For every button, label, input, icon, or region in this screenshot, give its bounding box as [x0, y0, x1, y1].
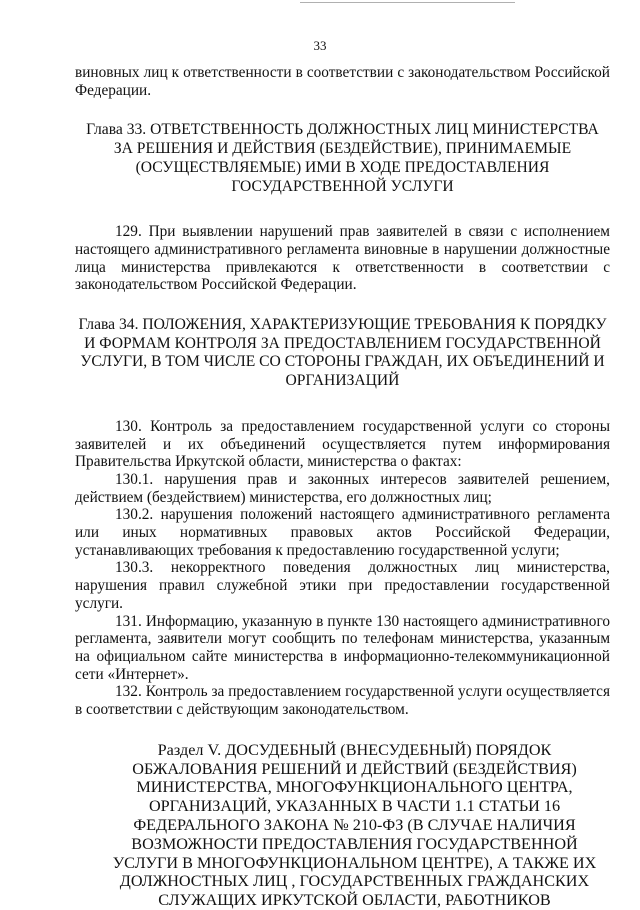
section-5-heading: Раздел V. ДОСУДЕБНЫЙ (ВНЕСУДЕБНЫЙ) ПОРЯДОК ОБЖАЛОВАНИЯ РЕШЕНИЙ И ДЕЙСТВИЙ (БЕЗДЕЙСТВИЯ) МИНИСТЕРСТВА, МНОГОФУНКЦИОНАЛЬНОГО ЦЕНТРА, ОРГАНИЗАЦИЙ, УКАЗАННЫХ В ЧАСТИ 1.1 СТАТЬИ 16 ФЕДЕРАЛЬНОГО ЗАКОНА № 210-ФЗ (В СЛУЧАЕ НАЛИЧИЯ ВОЗМОЖНОСТИ ПРЕДОСТАВЛЕНИЯ ГОСУДАРСТВЕННОЙ УСЛУГИ В МНОГОФУНКЦИОНАЛЬНОМ ЦЕНТРЕ), А ТАКЖЕ ИХ ДОЛЖНОСТНЫХ ЛИЦ , ГОСУДАРСТВЕННЫХ ГРАЖДАНСКИХ СЛУЖАЩИХ ИРКУТСКОЙ ОБЛАСТИ, РАБОТНИКОВ — [112, 740, 597, 910]
paragraph-131: 131. Информацию, указанную в пункте 130 настоящего административного регламента, заявители могут сообщить по телефонам министерства, указанным на официальном сайте министерства в информационно-телекоммуникационной сети «Интернет». — [75, 612, 610, 683]
paragraph-129: 129. При выявлении нарушений прав заявителей в связи с исполнением настоящего административного регламента виновные в нарушении должностные лица министерства привлекаются к ответственности в соответствии с законодательством Российской Федерации. — [75, 223, 610, 294]
chapter-33-heading: Глава 33. ОТВЕТСТВЕННОСТЬ ДОЛЖНОСТНЫХ ЛИЦ МИНИСТЕРСТВА ЗА РЕШЕНИЯ И ДЕЙСТВИЯ (БЕЗДЕЙСТВИЕ), ПРИНИМАЕМЫЕ (ОСУЩЕСТВЛЯЕМЫЕ) ИМИ В ХОДЕ ПРЕДОСТАВЛЕНИЯ ГОСУДАРСТВЕННОЙ УСЛУГИ — [86, 121, 599, 195]
scan-edge-line — [300, 2, 515, 3]
document-body — [75, 64, 610, 910]
paragraph-130: 130. Контроль за предоставлением государственной услуги со стороны заявителей и их объединений осуществляется путем информирования Правительства Иркутской области, министерства о фактах: — [75, 417, 610, 471]
paragraph-130-1: 130.1. нарушения прав и законных интересов заявителей решением, действием (бездействием) министерства, его должностных лиц; — [75, 470, 610, 506]
paragraph-130-2: 130.2. нарушения положений настоящего административного регламента или иных нормативных правовых актов Российской Федерации, устанавливающих требования к предоставлению государственной услуги; — [75, 506, 610, 559]
paragraph-intro: виновных лиц к ответственности в соответствии с законодательством Российской Федерации. — [75, 64, 610, 99]
chapter-34-heading: Глава 34. ПОЛОЖЕНИЯ, ХАРАКТЕРИЗУЮЩИЕ ТРЕБОВАНИЯ К ПОРЯДКУ И ФОРМАМ КОНТРОЛЯ ЗА ПРЕДОСТАВЛЕНИЕМ ГОСУДАРСТВЕННОЙ УСЛУГИ, В ТОМ ЧИСЛЕ СО СТОРОНЫ ГРАЖДАН, ИХ ОБЪЕДИНЕНИЙ И ОРГАНИЗАЦИЙ — [78, 316, 607, 390]
paragraph-130-3: 130.3. некорректного поведения должностных лиц министерства, нарушения правил служебной этики при предоставлении государственной услуги. — [75, 559, 610, 612]
page-number: 33 — [313, 38, 327, 53]
paragraph-132: 132. Контроль за предоставлением государственной услуги осуществляется в соответствии с действующим законодательством. — [75, 683, 610, 719]
